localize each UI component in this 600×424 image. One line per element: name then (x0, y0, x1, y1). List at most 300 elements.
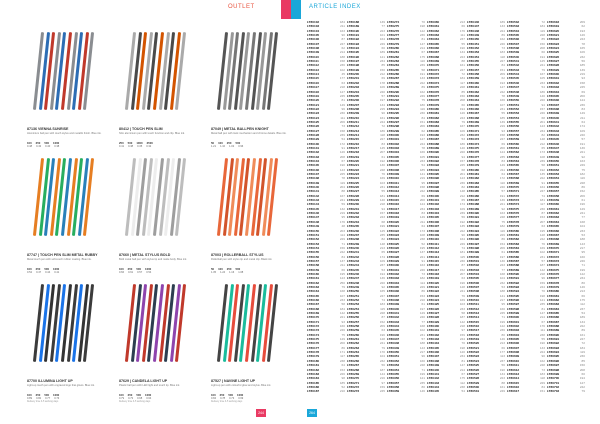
article-code: LT80341 (387, 311, 400, 316)
article-code: LT80289 (387, 85, 400, 90)
article-code: LT80649 (547, 154, 560, 159)
quantity-value: 250 (127, 267, 133, 271)
article-code: LT80297 (387, 119, 400, 124)
article-code: LT80278 (387, 37, 400, 42)
article-code: LT80113 (307, 67, 319, 72)
article-code: LT80372 (427, 72, 440, 77)
article-code: LT80222 (347, 167, 360, 172)
product-card[interactable] (27, 274, 103, 403)
article-page: 150 (539, 41, 545, 46)
article-code: LT80369 (427, 59, 440, 64)
article-page: 104 (379, 354, 385, 359)
product-photo (27, 22, 103, 124)
article-page: 214 (419, 46, 425, 51)
article-code: LT80680 (547, 289, 560, 294)
price-value: 0.66 (119, 271, 125, 274)
article-page: 48 (341, 224, 345, 229)
article-page: 228 (459, 85, 465, 90)
article-code: LT80443 (427, 380, 440, 385)
article-code: LT80477 (467, 154, 480, 159)
product-name: 87049 | METAL BALLPEN KNIGHT (211, 127, 269, 131)
article-page: 148 (459, 189, 465, 194)
article-code: LT80538 (507, 46, 520, 51)
article-page: 160 (419, 358, 425, 363)
article-page: 119 (340, 180, 345, 185)
article-page: 228 (539, 33, 545, 38)
article-code: LT80353 (387, 363, 400, 368)
article-code: LT80116 (307, 80, 319, 85)
article-page: 191 (419, 72, 425, 77)
article-page: 181 (539, 198, 545, 203)
article-code: LT80367 (427, 50, 440, 55)
article-code: LT80145 (307, 206, 320, 211)
article-page: 232 (379, 358, 385, 363)
article-code: LT80139 (307, 180, 320, 185)
article-page: 148 (539, 137, 545, 142)
article-page: 230 (459, 258, 465, 263)
price-value: 0.44 (45, 271, 51, 274)
article-code: LT80115 (307, 76, 319, 81)
article-code: LT80681 (547, 293, 560, 298)
article-code: LT80235 (347, 224, 360, 229)
article-code: LT80295 (387, 111, 400, 116)
article-page: 90 (341, 33, 345, 38)
article-code: LT80494 (467, 228, 480, 233)
article-code: LT80249 (347, 284, 360, 289)
article-code: LT80559 (507, 137, 520, 142)
price-row (211, 397, 287, 400)
article-code: LT80254 (347, 306, 360, 311)
article-page: 247 (499, 137, 505, 142)
article-page: 186 (539, 89, 545, 94)
article-code: LT80354 (387, 367, 400, 372)
article-page: 101 (379, 33, 385, 38)
article-page: 69 (501, 141, 505, 146)
article-page: 97 (381, 380, 385, 385)
article-page: 160 (499, 306, 505, 311)
article-page: 94 (381, 206, 385, 211)
article-page: 187 (459, 315, 465, 320)
article-page: 69 (381, 76, 385, 81)
article-code: LT80470 (467, 124, 480, 129)
article-code: LT80300 (387, 132, 400, 137)
article-code: LT80675 (547, 267, 560, 272)
article-page: 123 (459, 176, 465, 181)
article-page: 234 (379, 59, 385, 64)
article-code: LT80643 (547, 128, 560, 133)
article-code: LT80697 (547, 363, 560, 368)
article-page: 60 (541, 50, 545, 55)
article-code: LT80698 (547, 367, 560, 372)
article-page: 112 (460, 380, 465, 385)
article-code: LT80141 (307, 189, 320, 194)
article-page: 247 (539, 189, 545, 194)
article-page: 79 (581, 389, 585, 394)
article-page: 109 (459, 206, 465, 211)
article-page: 170 (379, 350, 385, 355)
article-code: LT80686 (547, 315, 560, 320)
product-card[interactable] (211, 148, 287, 277)
article-page: 213 (579, 289, 585, 294)
article-page: 191 (579, 141, 585, 146)
article-code: LT80539 (507, 50, 520, 55)
article-page: 242 (539, 237, 545, 242)
article-code: LT80530 (467, 384, 480, 389)
article-code: LT80642 (547, 124, 560, 129)
article-code: LT80564 (507, 159, 520, 163)
article-code: LT80502 (467, 263, 480, 268)
article-page: 84 (501, 63, 505, 68)
article-page: 238 (459, 384, 465, 389)
product-card[interactable] (119, 22, 195, 151)
article-code: LT80641 (547, 119, 560, 124)
article-code: LT80122 (307, 106, 320, 111)
article-code: LT80351 (387, 354, 400, 359)
product-card[interactable] (27, 148, 103, 277)
article-page: 158 (579, 80, 585, 85)
article-code: LT80174 (307, 332, 320, 337)
article-code: LT80606 (507, 341, 520, 346)
quantity-value: 100 (218, 141, 223, 145)
article-code: LT80501 (467, 258, 480, 263)
index-row[interactable] (347, 389, 385, 393)
article-code: LT80193 (347, 41, 360, 46)
article-page: 208 (539, 46, 545, 51)
article-code: LT80515 (467, 319, 480, 324)
article-page: 92 (581, 154, 585, 159)
article-code: LT80434 (427, 341, 440, 346)
article-code: LT80544 (507, 72, 520, 77)
article-page: 244 (539, 284, 545, 289)
article-code: LT80211 (347, 119, 359, 124)
article-code: LT80108 (307, 46, 320, 51)
product-description: Metal ball pen with twist mechanism and chrome details. Blue ink. (211, 132, 287, 135)
article-code: LT80102 (307, 20, 320, 24)
article-page: 229 (499, 232, 505, 237)
article-page: 57 (381, 93, 385, 98)
article-code: LT80573 (507, 198, 520, 203)
article-code: LT80216 (347, 141, 360, 146)
article-page: 207 (459, 271, 465, 276)
index-row[interactable] (387, 389, 425, 393)
article-code: LT80190 (347, 28, 360, 33)
article-page: 151 (419, 119, 425, 124)
article-page: 194 (459, 106, 465, 111)
article-code: LT80495 (467, 232, 480, 237)
article-code: LT80138 (307, 176, 320, 181)
article-page: 232 (459, 132, 465, 137)
article-code: LT80374 (427, 80, 440, 85)
article-page: 207 (379, 150, 385, 155)
article-code: LT80106 (307, 37, 320, 42)
article-page: 104 (579, 224, 585, 229)
article-page: 146 (419, 389, 425, 394)
article-page: 93 (341, 319, 345, 324)
product-card[interactable] (211, 22, 287, 151)
product-card[interactable] (27, 22, 103, 151)
index-row[interactable] (507, 389, 545, 393)
article-code: LT80356 (387, 376, 400, 381)
article-page: 199 (579, 267, 585, 272)
article-code: LT80656 (547, 185, 560, 190)
article-page: 230 (539, 206, 545, 211)
article-page: 219 (499, 124, 505, 129)
article-code: LT80478 (467, 159, 480, 163)
article-code: LT80663 (547, 215, 560, 220)
article-page: 56 (381, 363, 385, 368)
article-code: LT80182 (307, 367, 320, 372)
article-page: 103 (379, 180, 385, 185)
article-page: 80 (421, 384, 425, 389)
article-code: LT80433 (427, 337, 440, 342)
article-code: LT80441 (427, 371, 440, 376)
article-code: LT80486 (467, 193, 480, 198)
article-code: LT80237 (347, 232, 360, 237)
article-code: LT80429 (427, 319, 440, 324)
article-page: 190 (539, 341, 545, 346)
article-page: 214 (459, 367, 465, 372)
article-code: LT80111 (307, 59, 319, 64)
article-page: 241 (459, 289, 465, 294)
article-code: LT80338 (387, 298, 400, 302)
article-page: 221 (499, 202, 505, 207)
index-row[interactable] (467, 389, 505, 393)
index-row[interactable] (307, 389, 345, 393)
article-page: 173 (539, 150, 545, 155)
price-value: 0.54 (146, 271, 152, 274)
price-value: 0.78 (220, 397, 226, 400)
article-code: LT80224 (347, 176, 360, 181)
article-code: LT80184 (307, 376, 320, 381)
article-code: LT80702 (547, 384, 560, 389)
article-page: 107 (499, 102, 505, 107)
article-code: LT80426 (427, 306, 440, 311)
article-page: 213 (459, 20, 465, 24)
article-code: LT80164 (307, 289, 320, 294)
article-page: 214 (339, 50, 345, 55)
article-code: LT80129 (307, 137, 320, 142)
article-code: LT80588 (507, 263, 520, 268)
article-page: 233 (579, 228, 585, 233)
article-page: 233 (459, 306, 465, 311)
article-page: 54 (341, 137, 345, 142)
article-code: LT80514 (467, 315, 480, 320)
article-code: LT80168 (307, 306, 320, 311)
article-page: 87 (541, 211, 545, 216)
article-page: 209 (579, 20, 585, 24)
article-page: 168 (339, 289, 345, 294)
article-page: 108 (539, 154, 545, 159)
quantity-value: 100 (27, 393, 32, 397)
article-code: LT80388 (427, 141, 440, 146)
article-code: LT80456 (467, 63, 480, 68)
article-code: LT80242 (347, 254, 360, 259)
article-page: 239 (419, 63, 425, 68)
product-card[interactable] (119, 274, 195, 403)
article-code: LT80618 (547, 20, 560, 24)
article-page: 245 (499, 311, 505, 316)
article-page: 121 (539, 298, 545, 302)
article-code: LT80622 (547, 37, 560, 42)
article-page: 81 (421, 37, 425, 42)
article-page: 185 (339, 380, 345, 385)
article-page: 194 (539, 54, 545, 59)
article-page: 128 (379, 337, 385, 342)
article-code: LT80558 (507, 132, 520, 137)
article-code: LT80265 (347, 354, 360, 359)
article-code: LT80507 (467, 284, 480, 289)
article-code: LT80328 (387, 254, 400, 259)
article-code: LT80581 (507, 232, 520, 237)
article-page: 152 (379, 319, 385, 324)
article-page: 196 (579, 202, 585, 207)
article-page: 157 (459, 159, 465, 163)
article-page: 246 (499, 41, 505, 46)
article-page: 161 (499, 384, 505, 389)
article-code: LT80526 (467, 367, 480, 372)
quantity-value: 1000 (53, 141, 60, 145)
article-code: LT80162 (307, 280, 320, 285)
article-page: 249 (499, 389, 505, 394)
article-page: 53 (581, 232, 585, 237)
article-page: 85 (581, 358, 585, 363)
index-row[interactable] (547, 389, 585, 393)
article-page: 75 (581, 167, 585, 172)
article-page: 140 (539, 93, 545, 98)
tab-article-index[interactable]: ARTICLE INDEX (309, 4, 361, 10)
article-page: 135 (459, 224, 465, 229)
article-code: LT80679 (547, 284, 560, 289)
article-page: 124 (499, 150, 505, 155)
article-page: 226 (339, 371, 345, 376)
article-page: 106 (579, 50, 585, 55)
delivery-note: Delivery time 3-5 working days (119, 401, 151, 403)
article-page: 204 (339, 185, 345, 190)
article-page: 152 (579, 189, 585, 194)
product-description: Aluminium ball pen with touch stylus and metallic finish. Blue ink. (27, 132, 102, 135)
product-name: 87629 | CANDELA LIGHT UP (119, 379, 168, 383)
article-page: 184 (539, 24, 545, 29)
article-code: LT80491 (467, 215, 480, 220)
price-value: 0.77 (45, 397, 51, 400)
article-page: 66 (341, 267, 345, 272)
article-page: 241 (539, 63, 545, 68)
article-page: 62 (581, 24, 585, 29)
article-code: LT80531 (467, 389, 480, 394)
article-page: 199 (499, 319, 505, 324)
article-page: 113 (500, 354, 505, 359)
article-page: 188 (339, 54, 345, 59)
article-page: 140 (379, 198, 385, 203)
article-code: LT80269 (347, 371, 360, 376)
article-page: 124 (419, 202, 425, 207)
article-page: 213 (379, 245, 385, 250)
article-code: LT80672 (547, 254, 560, 259)
article-page: 248 (419, 363, 425, 368)
article-page: 156 (339, 245, 345, 250)
article-code: LT80407 (427, 224, 440, 229)
article-code: LT80629 (547, 67, 560, 72)
product-card[interactable] (211, 274, 287, 403)
article-page: 173 (419, 228, 425, 233)
article-code: LT80358 (387, 384, 400, 389)
article-page: 168 (419, 324, 425, 329)
article-page: 238 (419, 237, 425, 242)
article-page: 249 (379, 41, 385, 46)
quantity-value: 1000 (237, 393, 244, 397)
index-row[interactable] (427, 389, 465, 393)
article-page: 184 (459, 76, 465, 81)
article-page: 136 (499, 198, 505, 203)
article-code: LT80257 (347, 319, 360, 324)
article-page: 236 (579, 102, 585, 107)
article-page: 61 (581, 198, 585, 203)
article-page: 83 (581, 106, 585, 111)
article-page: 134 (499, 371, 505, 376)
article-page: 120 (459, 350, 465, 355)
article-page: 122 (419, 28, 425, 33)
article-code: LT80482 (467, 176, 480, 181)
article-code: LT80363 (427, 33, 440, 38)
article-page: 97 (461, 328, 465, 333)
article-code: LT80322 (387, 228, 400, 233)
article-code: LT80226 (347, 185, 360, 190)
article-code: LT80345 (387, 328, 400, 333)
article-code: LT80286 (387, 72, 400, 77)
article-page: 233 (419, 159, 425, 163)
price-value: 0.84 (211, 397, 217, 400)
article-code: LT80541 (507, 59, 520, 64)
article-page: 94 (461, 154, 465, 159)
article-code: LT80373 (427, 76, 440, 81)
article-code: LT80639 (547, 111, 560, 116)
article-code: LT80469 (467, 119, 480, 124)
article-code: LT80687 (547, 319, 560, 324)
article-code: LT80703 (547, 389, 560, 394)
article-code: LT80127 (307, 128, 320, 133)
article-page: 230 (579, 354, 585, 359)
article-code: LT80329 (387, 258, 400, 263)
article-code: LT80654 (547, 176, 560, 181)
article-page: 84 (541, 384, 545, 389)
product-name: 87700 ILLUMINA LIGHT UP (27, 379, 73, 383)
article-page: 201 (539, 119, 545, 124)
quantity-value: 250 (35, 393, 41, 397)
article-code: LT80177 (307, 345, 320, 350)
article-page: 185 (579, 63, 585, 68)
article-page: 195 (339, 271, 345, 276)
article-code: LT80268 (347, 367, 360, 372)
article-page: 182 (499, 224, 505, 229)
article-code: LT80280 (387, 46, 400, 51)
article-code: LT80421 (427, 284, 440, 289)
product-name: 87136 VIENNA SUNRISE (27, 127, 69, 131)
article-page: 160 (339, 324, 345, 329)
product-card[interactable] (119, 148, 195, 277)
article-code: LT80279 (387, 41, 400, 46)
article-page: 86 (341, 345, 345, 350)
article-page: 245 (579, 85, 585, 90)
article-page: 142 (459, 319, 465, 324)
article-code: LT80236 (347, 228, 360, 233)
article-code: LT80594 (507, 289, 520, 294)
article-code: LT80472 (467, 132, 480, 137)
article-code: LT80311 (387, 180, 399, 185)
article-page: 247 (459, 67, 465, 72)
article-page: 87 (461, 263, 465, 268)
tab-outlet[interactable]: OUTLET (228, 4, 255, 10)
article-code: LT80596 (507, 298, 520, 302)
